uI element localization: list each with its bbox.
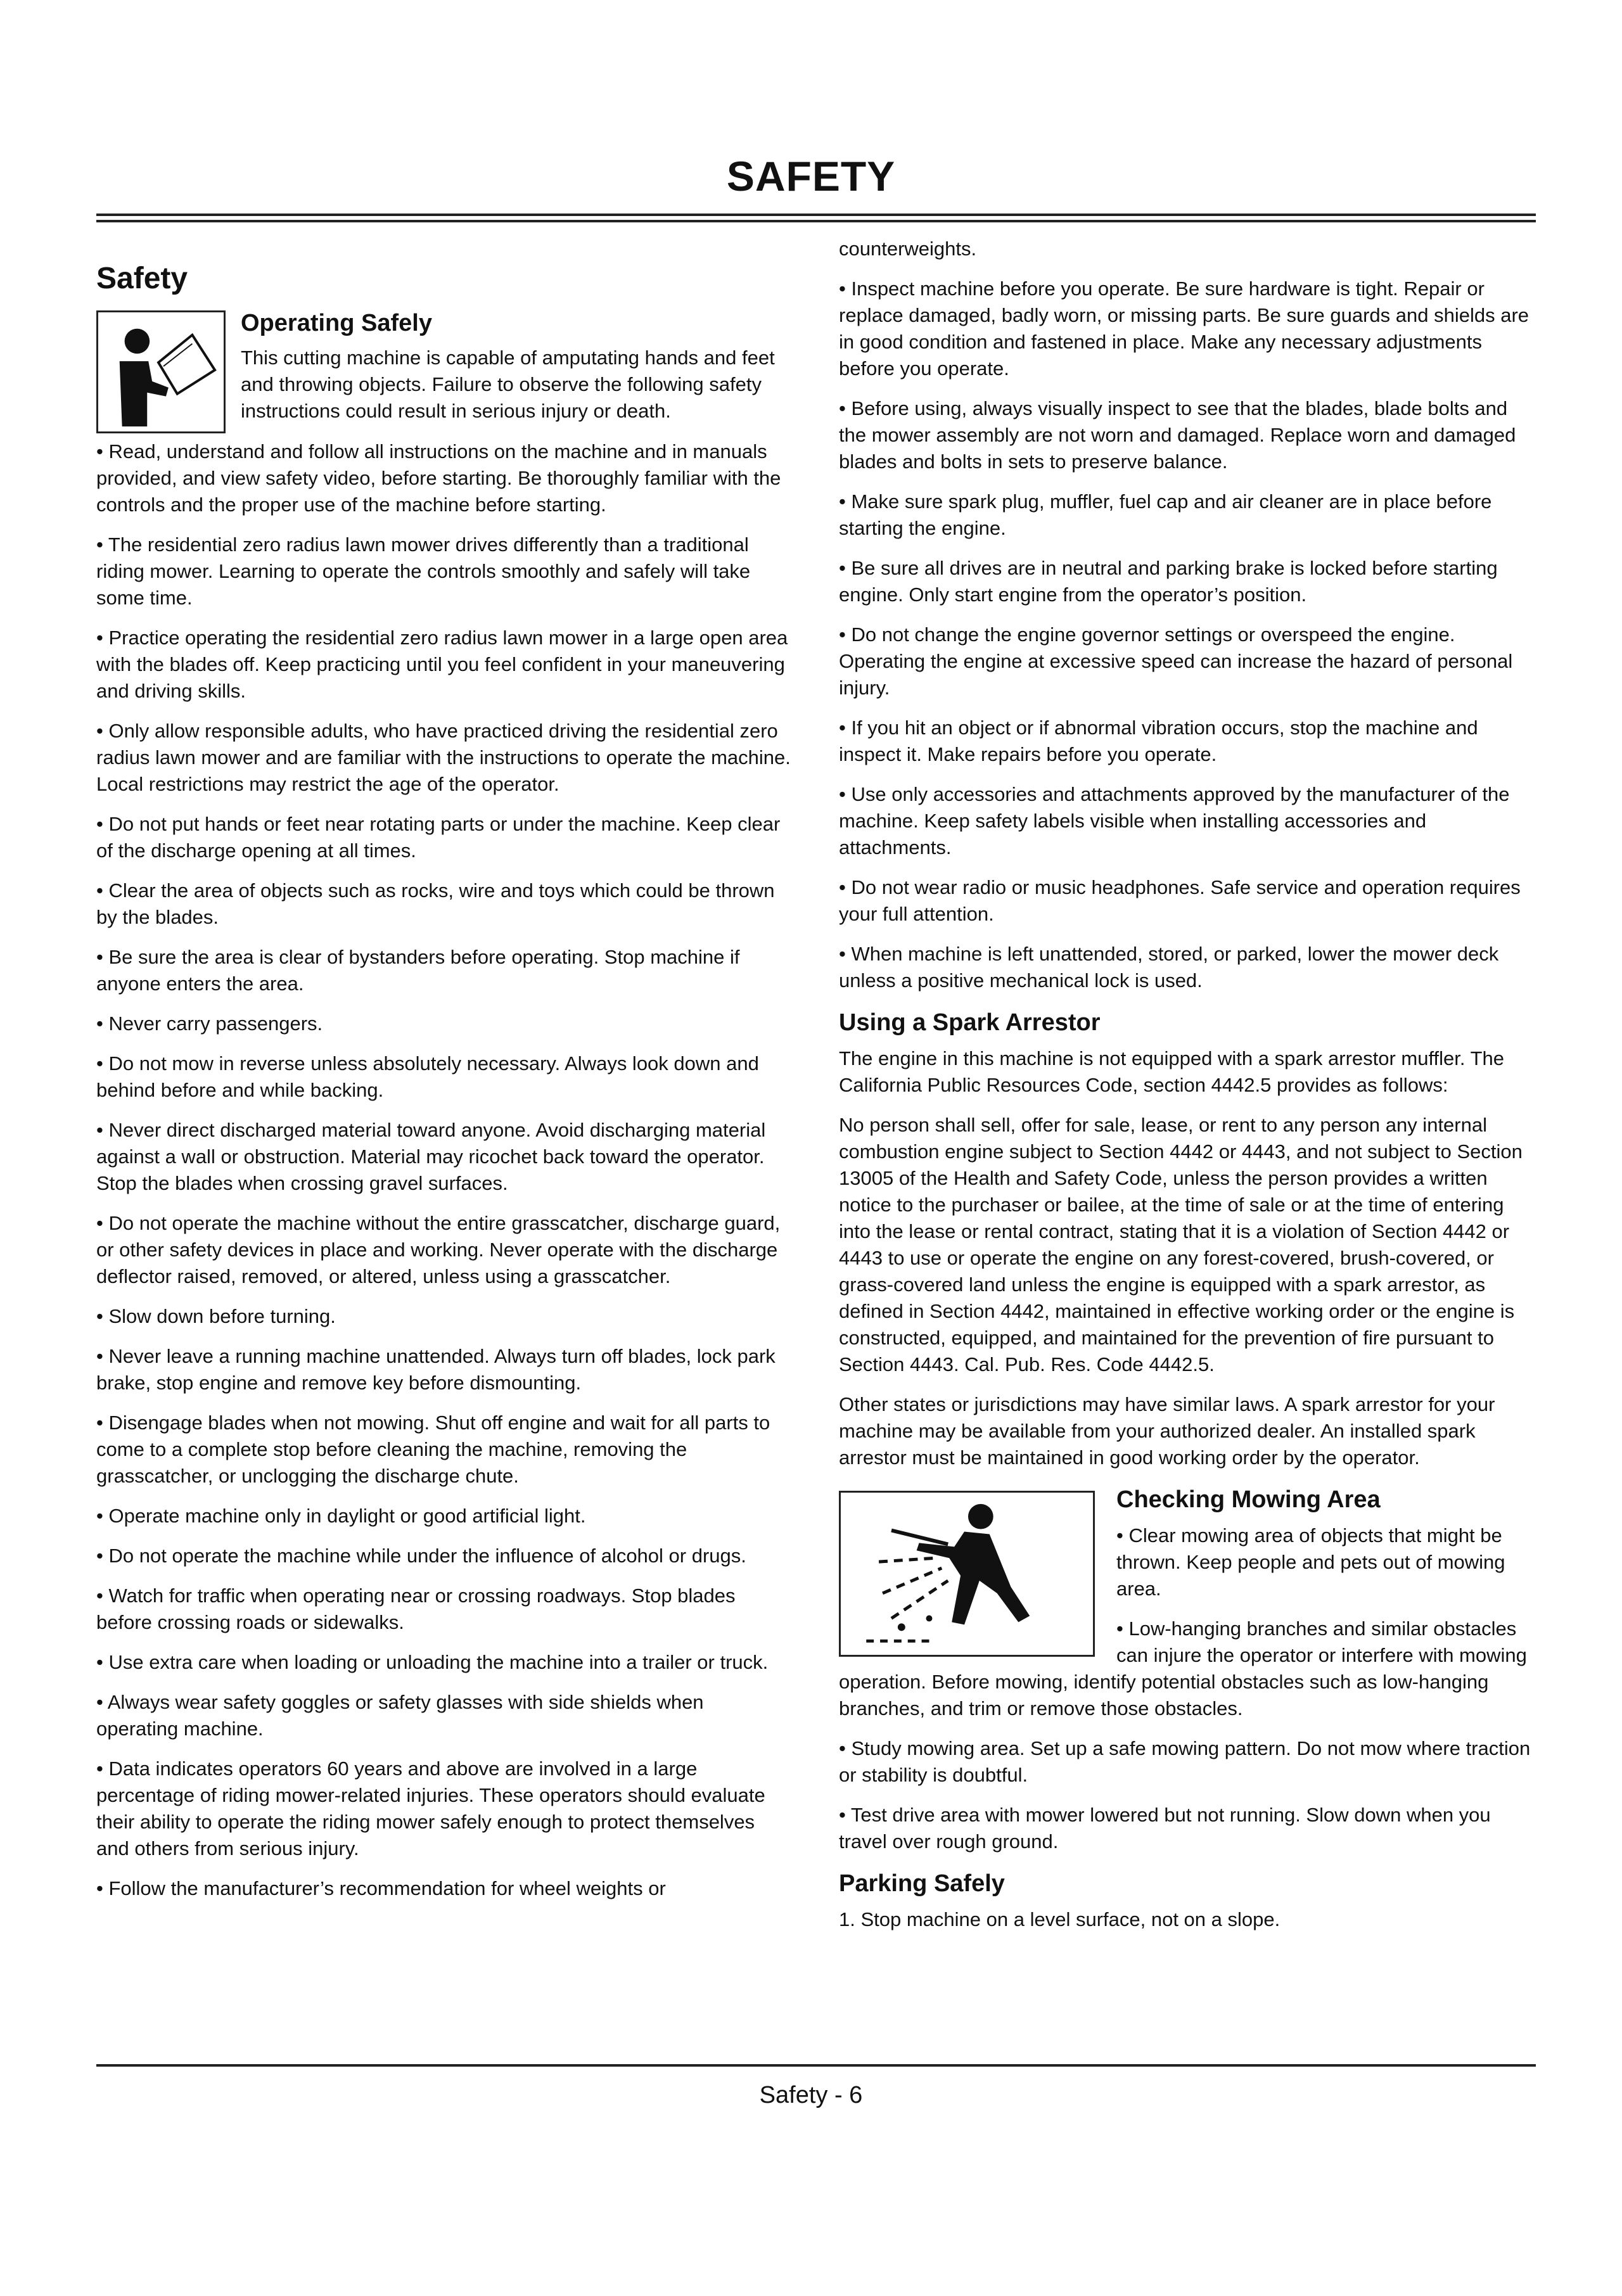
spark-arrestor-text [839,1045,1536,1471]
safety-bullet: • Use only accessories and attachments approved by the manufacturer of the machine. Keep safety labels visible when installing accessories and attachments. [839,783,1510,858]
operating-safely-heading: Operating Safely [241,310,432,336]
safety-bullet: • Do not mow in reverse unless absolutely necessary. Always look down and behind before and while backing. [96,1052,759,1101]
footer-rule [96,2064,1536,2067]
read-manual-pictogram [98,312,224,431]
page-title: SAFETY [726,153,896,200]
safety-bullet: • Slow down before turning. [96,1305,336,1327]
mowing-bullet: • Low-hanging branches and similar obstacles can injure the operator or interfere with mowing operation. Before mowing, identify potential obstacles such as low-hanging branches, and trim or remove those obstacles. [839,1617,1527,1719]
parking-safely-heading: Parking Safely [839,1870,1005,1897]
left-column [96,234,791,1915]
continued-text: counterweights. [839,238,977,260]
page-number: Safety - 6 [759,2082,863,2108]
left-bullet-list [96,438,791,1902]
right-bullet-list [839,276,1536,994]
safety-bullet: • Use extra care when loading or unloading the machine into a trailer or truck. [96,1651,769,1673]
safety-bullet: • Disengage blades when not mowing. Shut off engine and wait for all parts to come to a complete stop before cleaning the machine, removing the grasscatcher, or unclogging the discharge chute. [96,1412,770,1487]
safety-bullet: • Operate machine only in daylight or good artificial light. [96,1505,586,1527]
parking-step: 1. Stop machine on a level surface, not on a slope. [839,1908,1280,1930]
mowing-bullet: • Study mowing area. Set up a safe mowing pattern. Do not mow where traction or stability is doubtful. [839,1737,1531,1786]
safety-bullet: • Be sure all drives are in neutral and parking brake is locked before starting engine. Only start engine from the operator’s position. [839,557,1498,606]
spark-paragraph: No person shall sell, offer for sale, lease, or rent to any person any internal combustion engine subject to Section 4442 or 4443, and not subject to Section 13005 of the Health and Safety Code, unless the person provides a written notice to the purchaser or bailee, at the time of sale or at the time of entering into the lease or rental contract, stating that it is a violation of Section 4442 or 4443 to use or operate the engine on any forest-covered, brush-covered, or grass-covered land unless the engine is equipped with a spark arrestor, as defined in Section 4442, maintained in effective working order or the engine is constructed, equipped, and maintained for the prevention of fire pursuant to Section 4443. Cal. Pub. Res. Code 4442.5. [839,1114,1523,1375]
safety-bullet: • Do not change the engine governor settings or overspeed the engine. Operating the engine at excessive speed can increase the hazard of personal injury. [839,623,1513,699]
spark-arrestor-heading: Using a Spark Arrestor [839,1009,1101,1036]
safety-bullet: • Inspect machine before you operate. Be sure hardware is tight. Repair or replace damaged, badly worn, or missing parts. Be sure guards and shields are in good condition and fastened in place. Make any necessary adjustments before you operate. [839,277,1529,379]
safety-bullet: • When machine is left unattended, stored, or parked, lower the mower deck unless a positive mechanical lock is used. [839,943,1499,992]
safety-bullet: • Watch for traffic when operating near or crossing roadways. Stop blades before crossing roads or sidewalks. [96,1585,736,1633]
operating-intro: This cutting machine is capable of amputating hands and feet and throwing objects. Failure to observe the following safety instructions could result in serious injury or death. [241,347,775,422]
safety-bullet: • Never leave a running machine unattended. Always turn off blades, lock park brake, stop engine and remove key before dismounting. [96,1345,776,1394]
safety-bullet: • If you hit an object or if abnormal vibration occurs, stop the machine and inspect it. Make repairs before you operate. [839,717,1478,765]
read-manual-icon [96,310,226,433]
safety-bullet: • Only allow responsible adults, who have practiced driving the residential zero radius lawn mower and are familiar with the instructions to operate the machine. Local restrictions may restrict the age of the operator. [96,720,791,795]
checking-mowing-area-heading: Checking Mowing Area [1116,1486,1381,1513]
safety-bullet: • Do not operate the machine without the entire grasscatcher, discharge guard, or other safety devices in place and working. Never operate with the discharge deflector raised, removed, or altered, unless using a grasscatcher. [96,1212,781,1287]
section-title: Safety [96,262,188,295]
thrown-objects-pictogram [841,1493,1093,1655]
header-double-rule [96,214,1536,222]
safety-bullet: • Make sure spark plug, muffler, fuel cap and air cleaner are in place before starting the engine. [839,490,1492,539]
mowing-bullet: • Clear mowing area of objects that might be thrown. Keep people and pets out of mowing area. [1116,1524,1505,1600]
safety-bullet: • Practice operating the residential zero radius lawn mower in a large open area with the blades off. Keep practicing until you feel confident in your maneuvering and driving skills. [96,627,788,702]
safety-bullet: • The residential zero radius lawn mower drives differently than a traditional riding mower. Learning to operate the controls smoothly and safely will take some time. [96,533,751,609]
right-column [839,236,1536,1946]
thrown-objects-icon [839,1491,1095,1657]
safety-bullet: • Follow the manufacturer’s recommendation for wheel weights or [96,1877,666,1899]
safety-bullet: • Be sure the area is clear of bystanders before operating. Stop machine if anyone enters the area. [96,946,740,995]
safety-bullet: • Do not put hands or feet near rotating parts or under the machine. Keep clear of the discharge opening at all times. [96,813,781,862]
safety-bullet: • Do not wear radio or music headphones. Safe service and operation requires your full attention. [839,876,1521,925]
safety-bullet: • Before using, always visually inspect to see that the blades, blade bolts and the mower assembly are not worn and damaged. Replace worn and damaged blades and bolts in sets to preserve balance. [839,397,1516,473]
safety-bullet: • Read, understand and follow all instructions on the machine and in manuals provided, and view safety video, before starting. Be thoroughly familiar with the controls and the proper use of the machine before starting. [96,440,781,516]
safety-bullet: • Never carry passengers. [96,1012,323,1035]
safety-bullet: • Never direct discharged material toward anyone. Avoid discharging material against a wall or obstruction. Material may ricochet back toward the operator. Stop the blades when crossing gravel surfaces. [96,1119,766,1194]
safety-bullet: • Clear the area of objects such as rocks, wire and toys which could be thrown by the blades. [96,879,775,928]
mowing-bullet: • Test drive area with mower lowered but not running. Slow down when you travel over rough ground. [839,1804,1491,1853]
safety-bullet: • Data indicates operators 60 years and above are involved in a large percentage of riding mower-related injuries. These operators should evaluate their ability to operate the riding mower safely enough to protect themselves and others from serious injury. [96,1757,765,1859]
spark-paragraph: Other states or jurisdictions may have similar laws. A spark arrestor for your machine may be available from your authorized dealer. An installed spark arrestor must be maintained in good working order by the operator. [839,1393,1495,1469]
spark-paragraph: The engine in this machine is not equipped with a spark arrestor muffler. The California Public Resources Code, section 4442.5 provides as follows: [839,1047,1504,1096]
safety-bullet: • Always wear safety goggles or safety glasses with side shields when operating machine. [96,1691,704,1740]
safety-bullet: • Do not operate the machine while under the influence of alcohol or drugs. [96,1545,746,1567]
parking-step-list [839,1906,1536,1933]
